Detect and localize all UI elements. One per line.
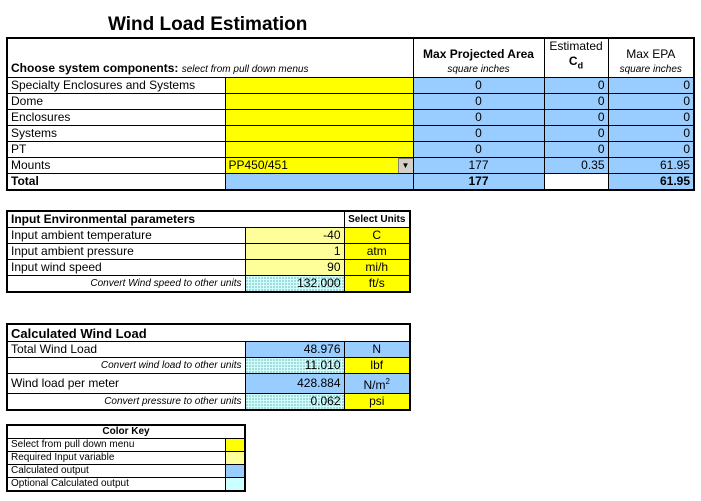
component-select[interactable]: [225, 126, 413, 142]
temp-unit-select[interactable]: C: [344, 228, 410, 244]
component-area: 0: [413, 126, 544, 142]
component-select[interactable]: [225, 94, 413, 110]
component-select[interactable]: [225, 158, 413, 174]
component-epa: 0: [608, 142, 694, 158]
per-meter-unit: $N/m^2$: [344, 374, 410, 394]
component-area: 0: [413, 94, 544, 110]
components-table: [6, 37, 695, 191]
component-area: 177: [413, 158, 544, 174]
wind-speed-input[interactable]: 90: [245, 260, 344, 276]
color-key-label: Optional Calculated output: [7, 478, 225, 492]
pressure-label: Input ambient pressure: [7, 244, 245, 260]
per-meter-value: 428.884: [245, 374, 344, 394]
color-key-swatch: [225, 439, 245, 452]
color-key-row: [7, 465, 245, 478]
col-header-epa: Max EPA square inches: [608, 38, 694, 78]
component-row: [7, 78, 694, 94]
select-units-header: Select Units: [344, 211, 410, 228]
convert-wind-label: Convert Wind speed to other units: [7, 276, 245, 293]
component-area: 0: [413, 110, 544, 126]
col-header-area: Max Projected Area square inches: [413, 38, 544, 78]
color-key-swatch: [225, 452, 245, 465]
environment-header: Input Environmental parameters: [7, 211, 344, 228]
color-key-swatch: [225, 478, 245, 492]
dropdown-arrow-icon[interactable]: ▼: [398, 158, 414, 174]
component-select[interactable]: [225, 110, 413, 126]
component-area: 0: [413, 142, 544, 158]
total-filler: [225, 174, 413, 191]
total-cd: [544, 174, 608, 191]
component-name: Mounts: [7, 158, 225, 174]
component-select[interactable]: [225, 142, 413, 158]
wind-load-table: [6, 323, 411, 411]
total-area: 177: [413, 174, 544, 191]
convert-load-value: 11.010: [245, 358, 344, 374]
component-name: Specialty Enclosures and Systems: [7, 78, 225, 94]
pressure-unit-select[interactable]: atm: [344, 244, 410, 260]
color-key-table: [6, 424, 246, 492]
convert-wind-unit-select[interactable]: ft/s: [344, 276, 410, 293]
color-key-header: Color Key: [7, 425, 245, 439]
convert-wind-value: 132.000: [245, 276, 344, 293]
wind-load-header: Calculated Wind Load: [7, 324, 410, 342]
component-row: [7, 94, 694, 110]
component-epa: 0: [608, 126, 694, 142]
convert-pressure-label: Convert pressure to other units: [7, 394, 245, 411]
total-load-value: 48.976: [245, 342, 344, 358]
component-epa: 61.95: [608, 158, 694, 174]
color-key-label: Select from pull down menu: [7, 439, 225, 452]
temp-label: Input ambient temperature: [7, 228, 245, 244]
component-cd: 0: [544, 126, 608, 142]
component-epa: 0: [608, 78, 694, 94]
per-meter-label: Wind load per meter: [7, 374, 245, 394]
component-name: Dome: [7, 94, 225, 110]
convert-load-unit-select[interactable]: lbf: [344, 358, 410, 374]
component-cd: 0.35: [544, 158, 608, 174]
component-row: [7, 158, 694, 174]
page-title: Wind Load Estimation: [108, 14, 308, 35]
convert-pressure-unit-select[interactable]: psi: [344, 394, 410, 411]
convert-pressure-value: 0.062: [245, 394, 344, 411]
color-key-row: [7, 439, 245, 452]
temp-input[interactable]: -40: [245, 228, 344, 244]
component-area: 0: [413, 78, 544, 94]
component-row: [7, 126, 694, 142]
components-header: [7, 38, 413, 78]
color-key-label: Required Input variable: [7, 452, 225, 465]
pressure-input[interactable]: 1: [245, 244, 344, 260]
component-row: [7, 142, 694, 158]
component-row: [7, 110, 694, 126]
component-name: Enclosures: [7, 110, 225, 126]
components-header-hint: select from pull down menus: [181, 64, 309, 75]
component-selection: PP450/451: [228, 158, 288, 172]
convert-load-label: Convert wind load to other units: [7, 358, 245, 374]
total-label: Total: [7, 174, 225, 191]
col-header-cd: Estimated $C_d$: [544, 38, 608, 78]
component-cd: 0: [544, 142, 608, 158]
component-name: PT: [7, 142, 225, 158]
total-load-label: Total Wind Load: [7, 342, 245, 358]
color-key-swatch: [225, 465, 245, 478]
total-load-unit: N: [344, 342, 410, 358]
component-cd: 0: [544, 94, 608, 110]
components-header-label: Choose system components:: [11, 61, 179, 75]
wind-speed-unit-select[interactable]: mi/h: [344, 260, 410, 276]
environment-table: [6, 210, 411, 293]
component-cd: 0: [544, 110, 608, 126]
color-key-row: [7, 478, 245, 492]
color-key-label: Calculated output: [7, 465, 225, 478]
component-name: Systems: [7, 126, 225, 142]
component-select[interactable]: [225, 78, 413, 94]
color-key-row: [7, 452, 245, 465]
component-epa: 0: [608, 94, 694, 110]
wind-speed-label: Input wind speed: [7, 260, 245, 276]
total-epa: 61.95: [608, 174, 694, 191]
component-epa: 0: [608, 110, 694, 126]
component-cd: 0: [544, 78, 608, 94]
